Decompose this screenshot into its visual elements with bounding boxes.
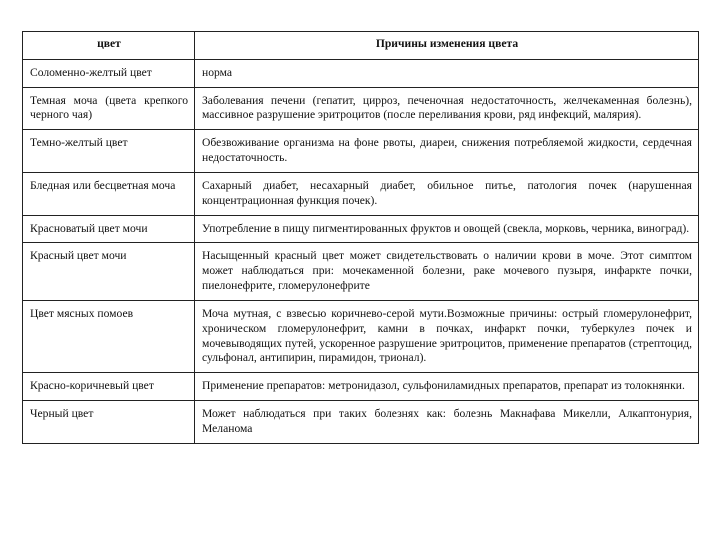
table-row (23, 373, 699, 401)
table-row (23, 172, 699, 215)
cause-cell: Моча мутная, с взвесью коричнево-серой мути.Возможные причины: острый гломерулонефрит, хроническом гломерулонефрит, камни в почках, инфаркт почки, туберкулез почек и мочевыводящих путей, ускоренное разрушение эритроцитов, применение препаратов (стрептоцид, сульфонал, антипирин, пирамидон, трионал). (195, 300, 699, 372)
cause-cell: Насыщенный красный цвет может свидетельствовать о наличии крови в моче. Этот симптом может наблюдаться при: мочекаменной болезни, раке мочевого пузыря, инфаркте почки, пиелонефрите, гломерулонефрите (195, 243, 699, 300)
document-page (22, 31, 698, 444)
urine-color-table (22, 31, 699, 444)
cause-cell: Употребление в пищу пигментированных фруктов и овощей (свекла, морковь, черника, виноград). (195, 215, 699, 243)
cause-cell: норма (195, 59, 699, 87)
table-row (23, 243, 699, 300)
color-cell: Красно-коричневый цвет (23, 373, 195, 401)
table-row (23, 215, 699, 243)
table-header-row (23, 32, 699, 60)
cause-cell: Применение препаратов: метронидазол, сульфониламидных препаратов, препарат из толокнянки. (195, 373, 699, 401)
cause-cell: Заболевания печени (гепатит, цирроз, печеночная недостаточность, желчекаменная болезнь), массивное разрушение эритроцитов (после переливания крови, ряд инфекций, малярия). (195, 87, 699, 130)
color-cell: Темная моча (цвета крепкого черного чая) (23, 87, 195, 130)
cause-cell: Обезвоживание организма на фоне рвоты, диареи, снижения потребляемой жидкости, сердечная недостаточность. (195, 130, 699, 173)
table-row (23, 130, 699, 173)
color-cell: Красноватый цвет мочи (23, 215, 195, 243)
table-row (23, 401, 699, 444)
table-row (23, 59, 699, 87)
color-cell: Бледная или бесцветная моча (23, 172, 195, 215)
cause-cell: Может наблюдаться при таких болезнях как: болезнь Макнафава Микелли, Алкаптонурия, Меланома (195, 401, 699, 444)
header-color: цвет (23, 32, 195, 60)
color-cell: Красный цвет мочи (23, 243, 195, 300)
color-cell: Цвет мясных помоев (23, 300, 195, 372)
color-cell: Темно-желтый цвет (23, 130, 195, 173)
header-causes: Причины изменения цвета (195, 32, 699, 60)
cause-cell: Сахарный диабет, несахарный диабет, обильное питье, патология почек (нарушенная концентрационная функция почек). (195, 172, 699, 215)
color-cell: Соломенно-желтый цвет (23, 59, 195, 87)
color-cell: Черный цвет (23, 401, 195, 444)
table-row (23, 300, 699, 372)
table-row (23, 87, 699, 130)
